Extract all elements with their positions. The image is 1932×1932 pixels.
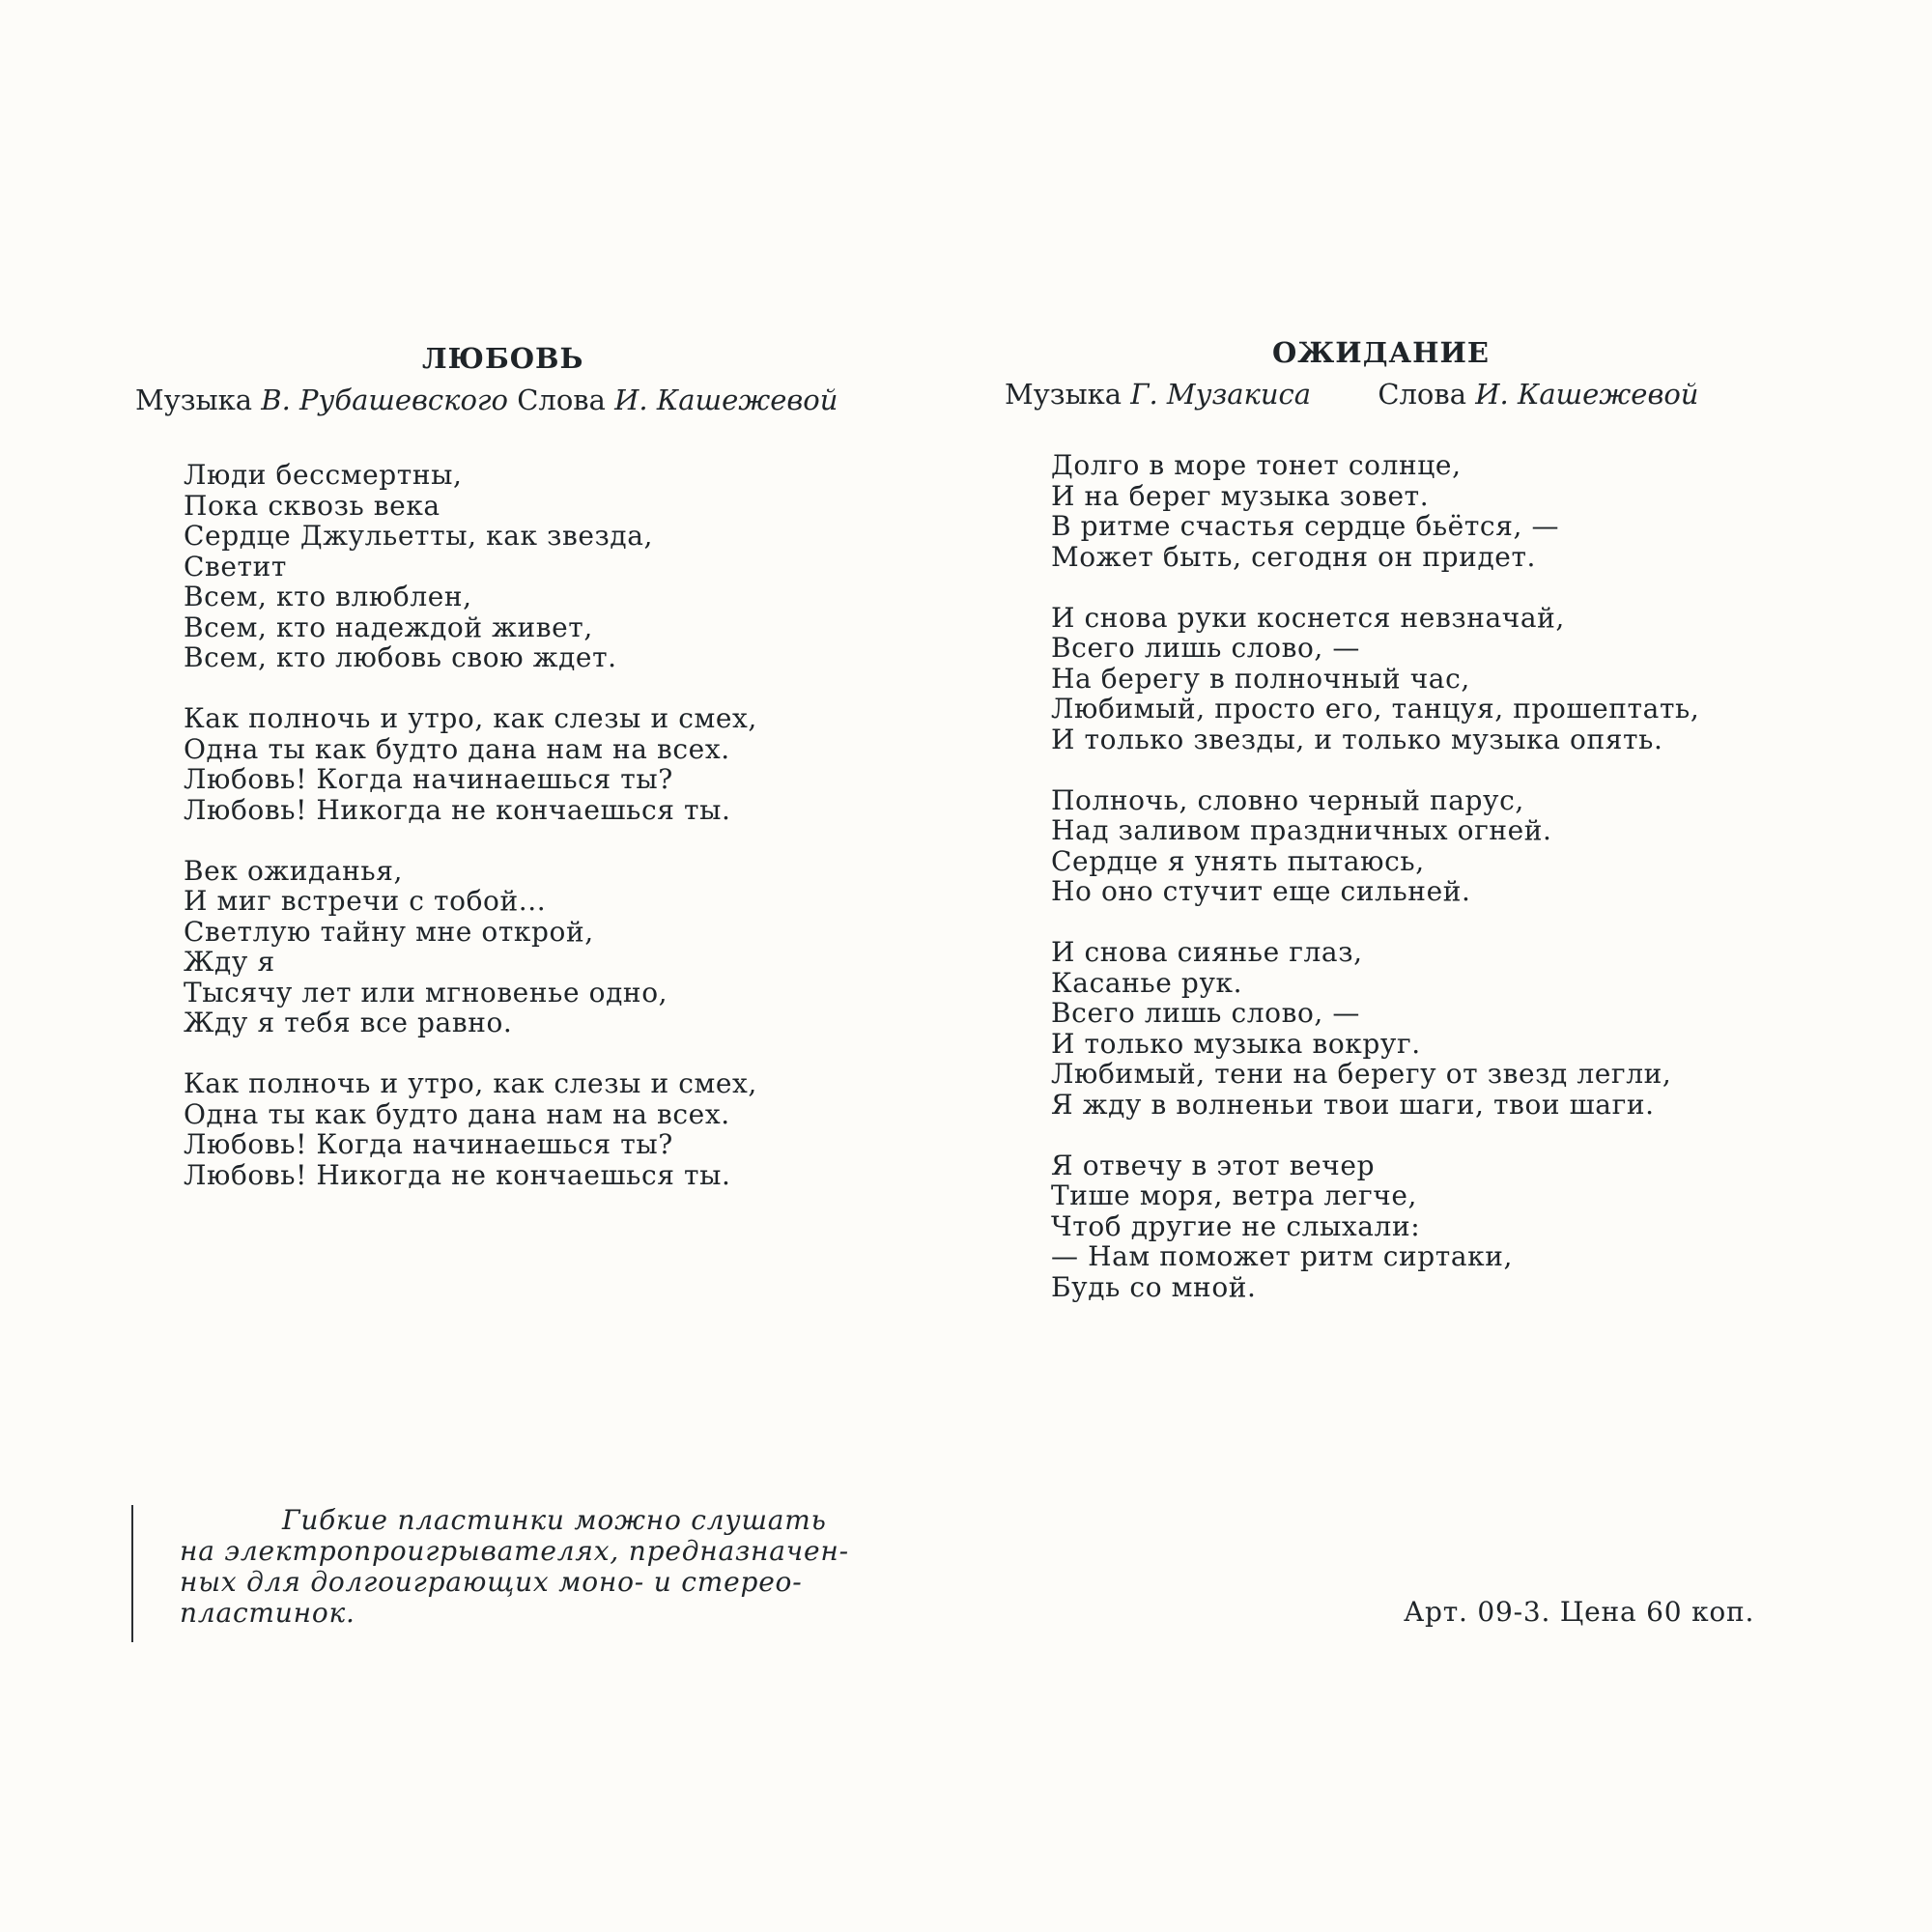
stanza xyxy=(184,856,869,1038)
lyric-line: Светит xyxy=(184,550,288,582)
lyrics xyxy=(135,460,869,1190)
lyric-line: Всего лишь слово, — xyxy=(1051,997,1361,1029)
lyric-line: Светлую тайну мне открой, xyxy=(184,915,594,948)
song-title: ОЖИДАНИЕ xyxy=(1272,336,1491,369)
lyric-line: Будь со мной. xyxy=(1051,1270,1257,1303)
lyric-line: Я жду в волненьи твои шаги, твои шаги. xyxy=(1051,1088,1655,1121)
lyric-line: На берегу в полночный час, xyxy=(1051,662,1470,695)
words-author: И. Кашежевой xyxy=(614,384,838,416)
lyric-line: Любовь! Когда начинаешься ты? xyxy=(184,1128,673,1160)
lyrics xyxy=(1005,450,1777,1302)
lyric-line: Всем, кто любовь свою ждет. xyxy=(184,641,617,673)
lyric-line: Жду я тебя все равно. xyxy=(184,1007,513,1038)
song-credits xyxy=(135,383,869,417)
lyric-line: Может быть, сегодня он придет. xyxy=(1051,540,1537,573)
lyric-line: — Нам поможет ритм сиртаки, xyxy=(1051,1240,1514,1272)
song-credits xyxy=(1005,377,1777,412)
lyric-line: Полночь, словно черный парус, xyxy=(1051,783,1524,816)
lyric-line: Пока сквозь века xyxy=(184,489,440,522)
lyric-line: Всего лишь слово, — xyxy=(1051,632,1361,664)
lyric-line: И только звезды, и только музыка опять. xyxy=(1051,723,1663,755)
lyric-line: Над заливом праздничных огней. xyxy=(1051,814,1552,846)
lyric-line: И на берег музыка зовет. xyxy=(1051,479,1430,512)
stanza xyxy=(1051,1151,1777,1303)
lyric-line: Любовь! Никогда не кончаешься ты. xyxy=(184,793,731,826)
lyric-line: Как полночь и утро, как слезы и смех, xyxy=(184,702,757,734)
music-label: Музыка xyxy=(135,384,253,416)
lyric-line: Всем, кто надеждой живет, xyxy=(184,611,593,643)
lyric-line: Любимый, тени на берегу от звезд легли, xyxy=(1051,1058,1672,1090)
lyric-line: И снова сиянье глаз, xyxy=(1051,936,1363,968)
note-line: Гибкие пластинки можно слушать xyxy=(282,1504,827,1536)
playback-note xyxy=(131,1505,885,1642)
catalog-price: Арт. 09-3. Цена 60 коп. xyxy=(1404,1596,1755,1628)
note-line: на электропроигрывателях, предназначен- xyxy=(180,1535,849,1567)
stanza xyxy=(1051,785,1777,907)
stanza xyxy=(1051,937,1777,1120)
stanza xyxy=(184,1068,869,1190)
music-author: В. Рубашевского xyxy=(261,384,509,416)
lyric-line: Касанье рук. xyxy=(1051,966,1243,999)
lyric-line: И снова руки коснется невзначай, xyxy=(1051,601,1565,634)
lyric-line: И только музыка вокруг. xyxy=(1051,1027,1421,1060)
lyric-line: Но оно стучит еще сильней. xyxy=(1051,875,1471,907)
words-label: Слова xyxy=(517,384,606,416)
words-author: И. Кашежевой xyxy=(1475,378,1699,411)
music-label: Музыка xyxy=(1005,378,1122,411)
lyric-line: Век ожиданья, xyxy=(184,854,404,887)
lyric-line: Люди бессмертны, xyxy=(184,459,463,491)
lyric-line: Чтоб другие не слыхали: xyxy=(1051,1209,1421,1242)
song-ozhidanie xyxy=(1005,334,1777,1333)
lyric-line: В ритме счастья сердце бьётся, — xyxy=(1051,510,1560,542)
lyric-line: Жду я xyxy=(184,946,275,978)
words-label: Слова xyxy=(1378,378,1466,411)
stanza xyxy=(1051,603,1777,755)
lyric-line: Сердце Джульетты, как звезда, xyxy=(184,520,654,552)
note-line: пластинок. xyxy=(180,1597,355,1629)
lyric-line: И миг встречи с тобой... xyxy=(184,885,547,917)
lyric-line: Одна ты как будто дана нам на всех. xyxy=(184,1097,730,1130)
lyric-line: Всем, кто влюблен, xyxy=(184,581,472,612)
lyric-line: Любимый, просто его, танцуя, прошептать, xyxy=(1051,693,1700,724)
lyric-line: Я отвечу в этот вечер xyxy=(1051,1149,1376,1181)
lyric-line: Любовь! Когда начинаешься ты? xyxy=(184,763,673,795)
note-line: ных для долгоиграющих моно- и стерео- xyxy=(180,1566,803,1598)
lyric-line: Сердце я унять пытаюсь, xyxy=(1051,844,1425,877)
lyric-line: Тысячу лет или мгновенье одно, xyxy=(184,976,668,1009)
lyric-line: Как полночь и утро, как слезы и смех, xyxy=(184,1067,757,1099)
note-text xyxy=(180,1505,885,1629)
stanza xyxy=(184,703,869,825)
lyric-line: Долго в море тонет солнце, xyxy=(1051,449,1462,481)
stanza xyxy=(1051,450,1777,572)
lyric-line: Любовь! Никогда не кончаешься ты. xyxy=(184,1158,731,1191)
lyric-line: Одна ты как будто дана нам на всех. xyxy=(184,732,730,765)
lyric-line: Тише моря, ветра легче, xyxy=(1051,1179,1418,1211)
music-author: Г. Музакиса xyxy=(1130,378,1312,411)
song-lyubov xyxy=(135,340,869,1221)
song-title: ЛЮБОВЬ xyxy=(422,342,584,375)
stanza xyxy=(184,460,869,673)
